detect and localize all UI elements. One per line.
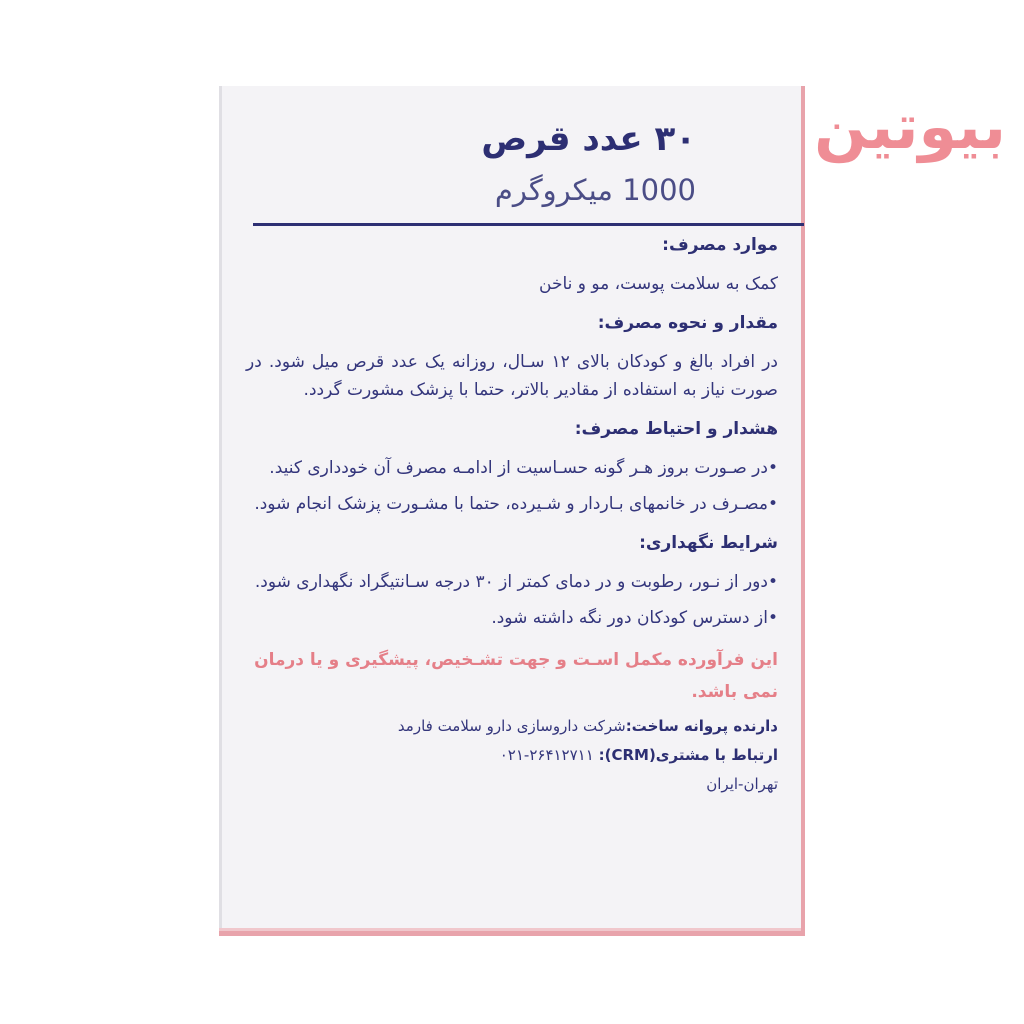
section-heading-dosage: مقدار و نحوه مصرف: [597,313,778,333]
supplement-disclaimer: این فرآورده مکمل اسـت و جهت تشـخیص، پیشگیری و یا درمان نمی باشد. [254,650,778,702]
dosage-text: در افراد بالغ و کودکان بالای ۱۲ سـال، روزانه یک عدد قرص میل شود. در صورت نیاز به استفاده از مقادیر بالاتر، حتما با پزشک مشورت گردد. [246,352,778,400]
usage-text: کمک به سلامت پوست، مو و ناخن [539,274,778,294]
customer-contact [246,741,778,770]
warning-item: •در صـورت بروز هـر گونه حسـاسیت از ادامـه مصرف آن خودداری کنید. [269,458,778,478]
contact-phone: ۰۲۱-۲۶۴۱۲۷۱۱ [499,746,594,764]
storage-item: •دور از نـور، رطوبت و در دمای کمتر از ۳۰ درجه سـانتیگراد نگهداری شود. [254,572,778,592]
card-edge-shade [219,86,222,931]
license-label: دارنده پروانه ساخت: [625,717,778,735]
tablet-count: ۳۰ عدد قرص [481,119,696,159]
section-heading-storage: شرایط نگهداری: [639,533,778,553]
license-value: شرکت داروسازی دارو سلامت فارمد [397,717,626,735]
city-location: تهران-ایران [706,775,778,793]
warning-item: •مصـرف در خانمهای بـاردار و شـیرده، حتما با مشـورت پزشک انجام شود. [254,494,778,514]
dosage-strength: 1000 میکروگرم [494,173,696,207]
brand-name: بیوتین [814,90,1006,163]
card-bottom-border [219,928,801,931]
section-heading-usage: موارد مصرف: [662,235,778,255]
section-heading-warnings: هشدار و احتیاط مصرف: [574,419,778,439]
label-body [246,226,778,799]
storage-item: •از دسترس کودکان دور نگه داشته شود. [491,608,778,628]
license-holder [246,712,778,741]
contact-label: ارتباط با مشتری(CRM): [598,746,778,764]
